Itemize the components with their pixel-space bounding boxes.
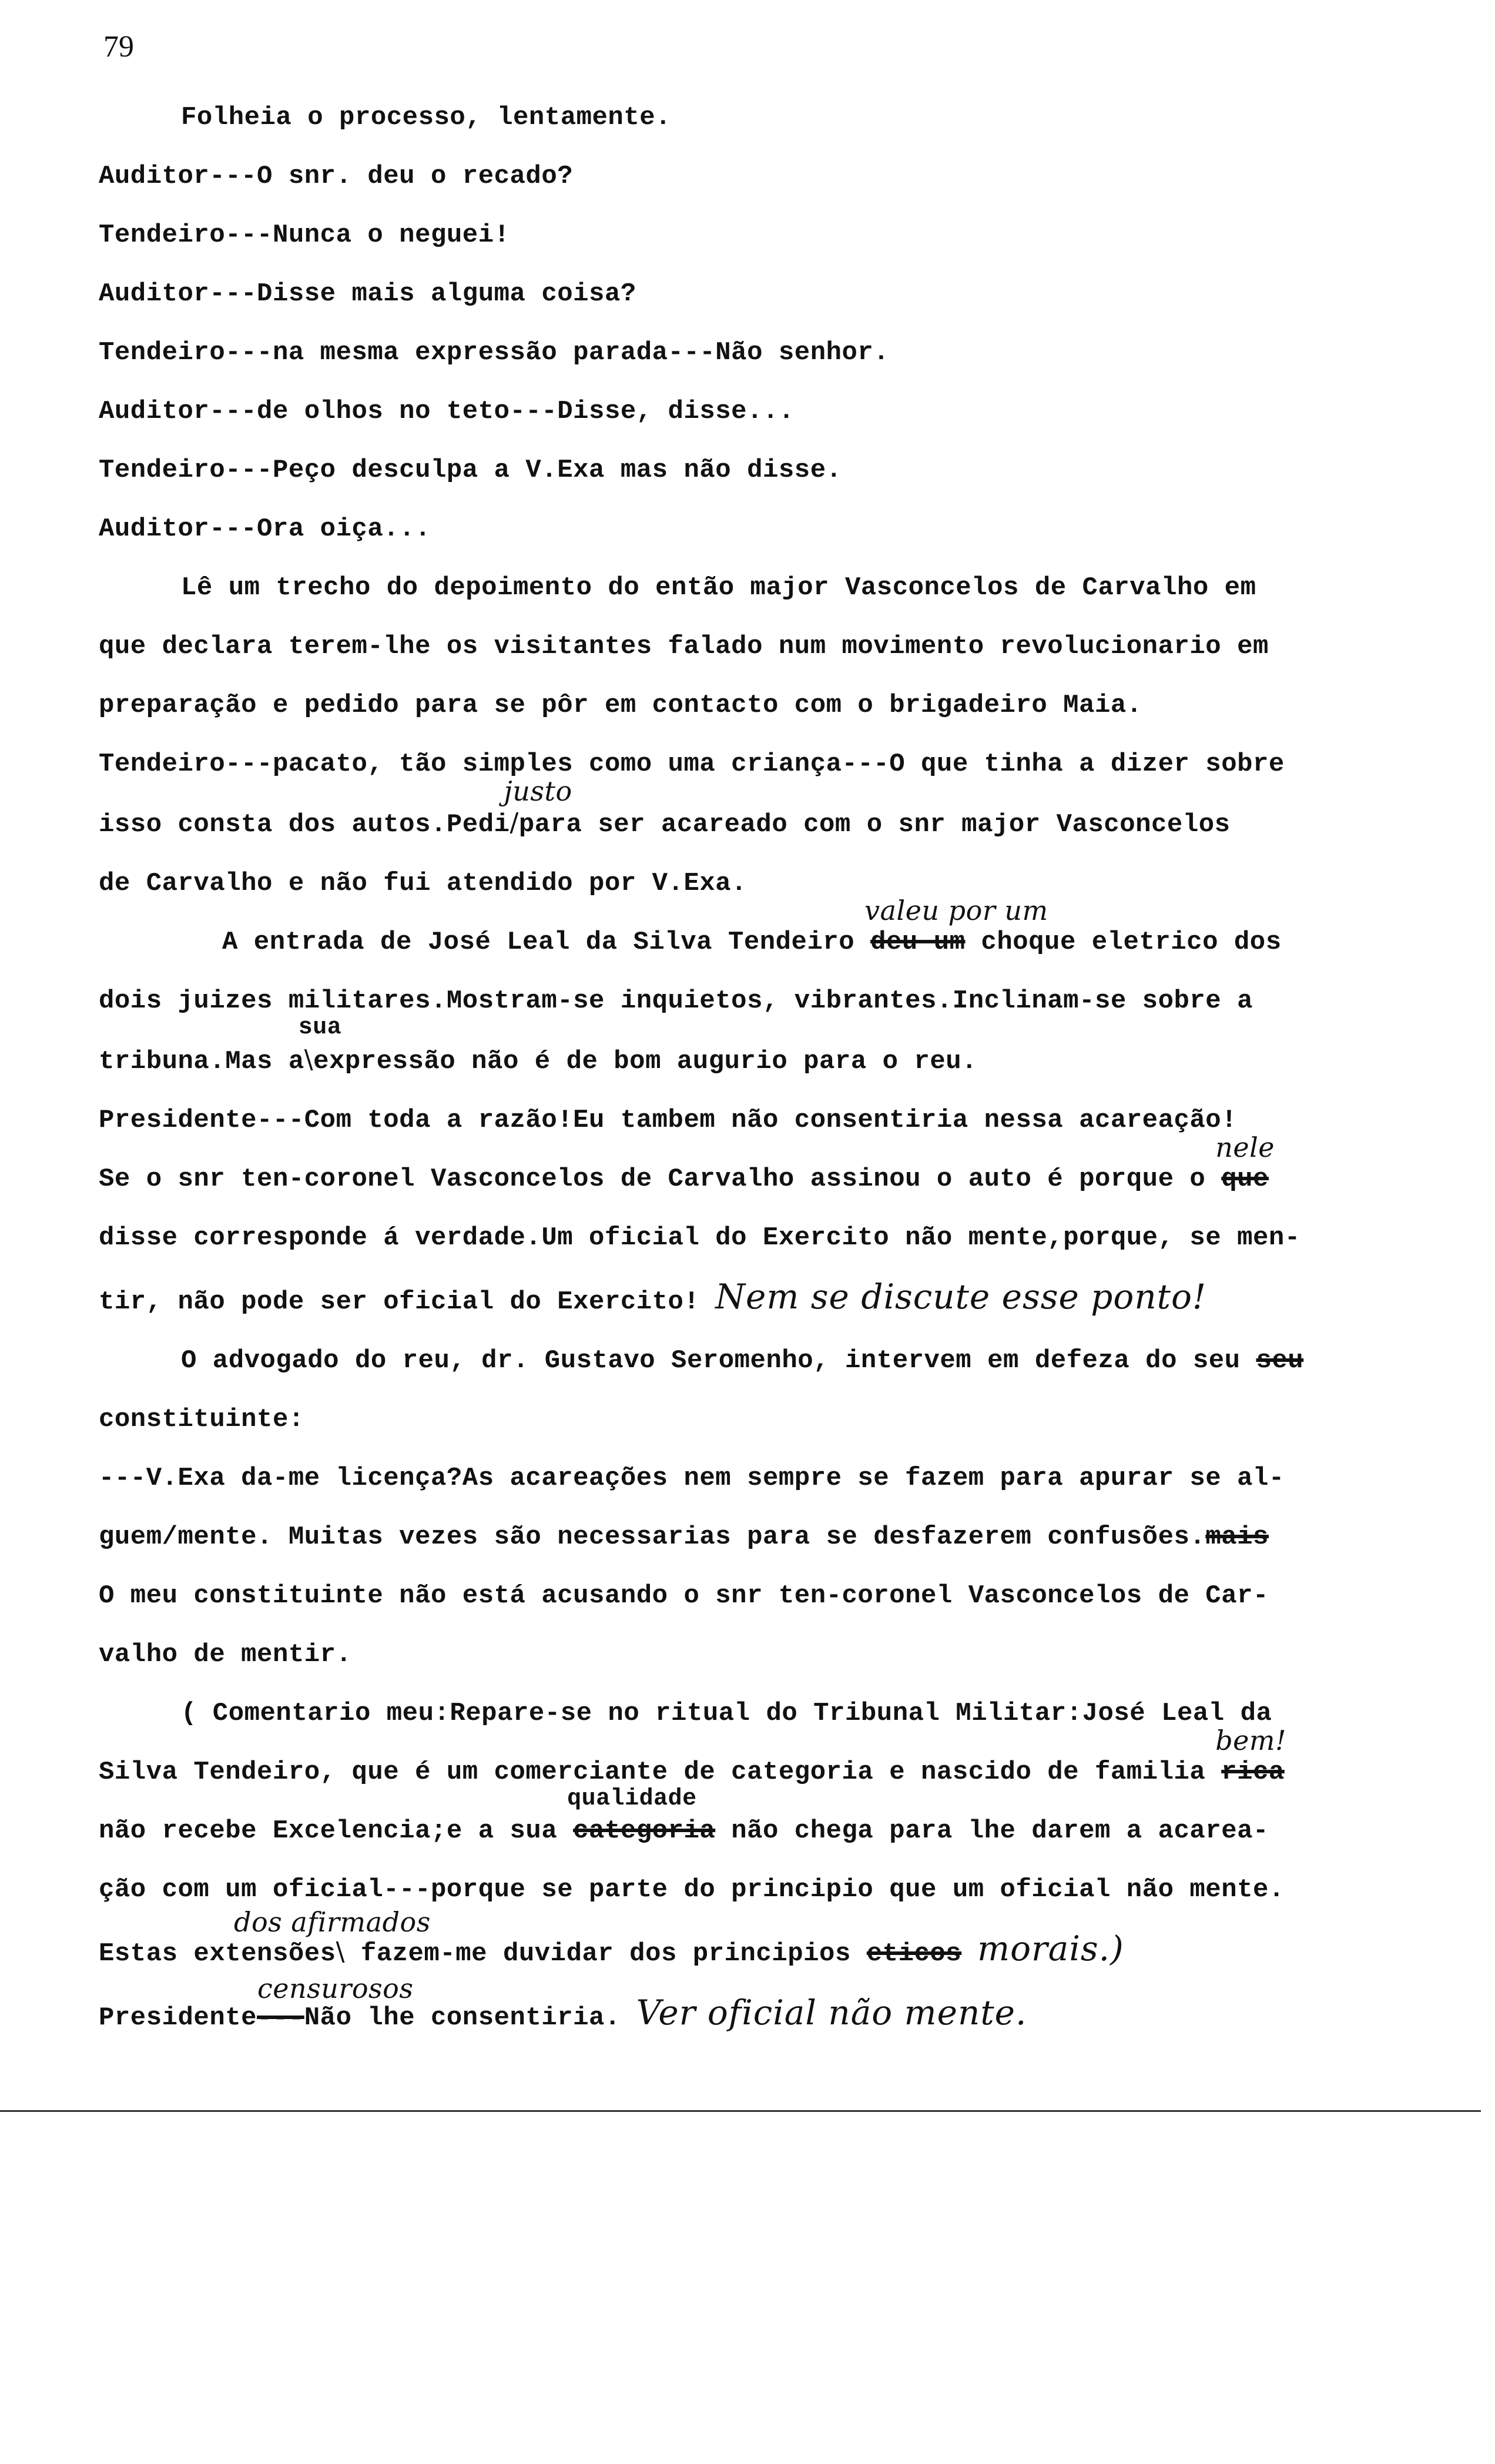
handwritten-note-nem-se-discute: Nem se discute esse ponto! [715,1277,1207,1317]
text-segment: Se o snr ten-coronel Vasconcelos de Carvalho assinou o auto é porque o [99,1164,1206,1194]
text-line: Auditor---O snr. deu o recado? [99,162,574,191]
text-line: ( Comentario meu:Repare-se no ritual do Tribunal Militar:José Leal da [181,1699,1272,1728]
text-segment: isso consta dos autos.Pedi [99,810,510,839]
text-line: Lê um trecho do depoimento do então major Vasconcelos de Carvalho em [181,573,1256,602]
text-with-note [99,1973,414,2047]
document-body [99,88,1439,2047]
text-segment: O advogado do reu, dr. Gustavo Seromenho, intervem em defeza do seu [181,1346,1241,1375]
text-line: que declara terem-lhe os visitantes falado num movimento revolucionario em [99,632,1269,661]
text-line: constituinte: [99,1405,304,1434]
text-line: disse corresponde á verdade.Um oficial do Exercito não mente,porque, se men- [99,1223,1300,1253]
text-line [99,895,1439,972]
text-line: Folheia o processo, lentamente. [181,103,672,132]
text-line [99,1015,1439,1091]
text-segment: tir, não pode ser oficial do Exercito! [99,1287,700,1317]
text-line [99,1973,1439,2047]
text-line: Auditor---Ora oiça... [99,514,431,544]
handwritten-note-bem: bem! [1215,1725,1286,1756]
text-line: Presidente---Com toda a razão!Eu tambem não consentiria nessa acareação! [99,1106,1238,1135]
text-segment: guem/mente. Muitas vezes são necessarias para se desfazerem confusões. [99,1522,1206,1552]
text-line: Tendeiro---Peço desculpa a V.Exa mas não disse. [99,456,842,485]
text-line: Tendeiro---Nunca o neguei! [99,220,510,250]
text-segment: Estas extensões [99,1939,336,1968]
struck-dash: --- [257,2003,304,2033]
text-segment: tribuna.Mas a [99,1047,304,1076]
struck-word: mais [1205,1522,1269,1552]
text-segment: Não lhe consentiria. [304,2003,621,2033]
struck-word: qualidade categoria [573,1802,715,1860]
text-segment: expressão não é de bom augurio para o reu. [313,1047,978,1076]
text-segment: não chega para lhe darem a acarea- [731,1816,1269,1846]
text-line: Tendeiro---pacato, tão simples como uma criança---O que tinha a dizer sobre [99,749,1285,779]
text-line: dois juizes militares.Mostram-se inquietos, vibrantes.Inclinam-se sobre a [99,986,1253,1016]
text-line: Auditor---Disse mais alguma coisa? [99,279,636,309]
insertion-mark: justo / [510,794,519,854]
text-line [99,1508,1439,1566]
text-line: de Carvalho e não fui atendido por V.Exa. [99,869,748,898]
handwritten-note-ver-oficial: Ver oficial não mente. [636,1993,1027,2033]
struck-word: eticos [866,1939,962,1968]
text-segment: fazem-me duvidar dos principios [360,1939,851,1968]
text-line [99,1331,1439,1390]
text-line: O meu constituinte não está acusando o snr ten-coronel Vasconcelos de Car- [99,1581,1269,1611]
inserted-word-qualidade: qualidade [567,1786,697,1812]
struck-word: bem! rica [1221,1743,1285,1802]
struck-word: seu [1256,1346,1304,1375]
text-line: Auditor---de olhos no teto---Disse, disse... [99,397,795,426]
text-segment: para ser acareado com o snr major Vasconcelos [518,810,1231,839]
text-line [99,1725,1439,1802]
text-line: ção com um oficial---porque se parte do principio que um oficial não mente. [99,1875,1285,1904]
handwritten-note-justo: justo [504,775,572,807]
text-line: Tendeiro---na mesma expressão parada---Não senhor. [99,338,890,367]
handwritten-note-dos-afirmados: dos afirmados [234,1906,431,1938]
text-segment: Presidente [99,2003,257,2033]
handwritten-note-nele: nele [1215,1131,1275,1163]
handwritten-note-censurosos: censurosos [257,1973,414,2004]
typed-insertion: sua \ [304,1030,313,1091]
text-line: preparação e pedido para se pôr em contacto com o brigadeiro Maia. [99,691,1142,720]
page-number: 79 [103,30,134,63]
handwritten-note-morais: morais.) [977,1929,1124,1968]
text-line: ---V.Exa da-me licença?As acareações nem sempre se fazem para apurar se al- [99,1464,1285,1493]
struck-word: valeu por um deu um [870,913,965,972]
text-segment: não recebe Excelencia;e a sua [99,1816,558,1846]
text-line [99,1131,1439,1208]
page-bottom-edge [0,2110,1481,2112]
inserted-word-sua: sua [298,1015,342,1041]
text-line [99,1786,1439,1860]
text-segment: Silva Tendeiro, que é um comerciante de categoria e nascido de familia [99,1757,1206,1787]
text-line [99,775,1439,854]
struck-word: nele que [1221,1150,1269,1208]
text-line [99,1267,1439,1331]
text-line: dos afirmados Estas extensões\ fazem-me duvidar dos principios eticos morais.) [99,1919,1439,1983]
text-segment: A entrada de José Leal da Silva Tendeiro [222,928,855,957]
text-line: valho de mentir. [99,1640,352,1669]
text-segment: choque eletrico dos [981,928,1282,957]
handwritten-note-valeu-por-um: valeu por um [864,895,1048,926]
